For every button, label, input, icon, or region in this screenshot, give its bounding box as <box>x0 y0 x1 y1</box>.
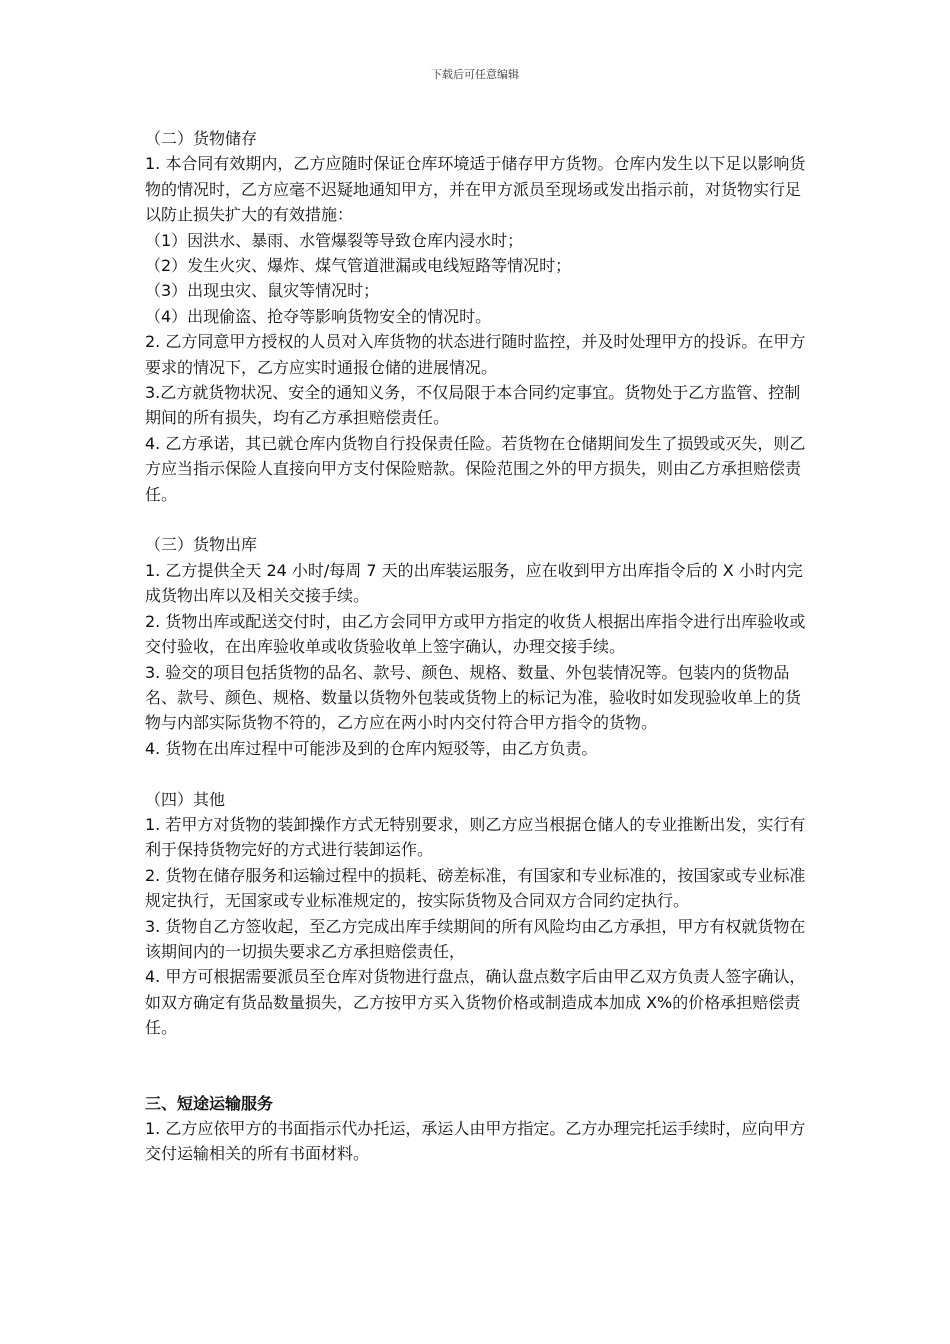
list-item: （3）出现虫灾、鼠灾等情况时； <box>145 281 380 301</box>
paragraph: 3. 货物自乙方签收起，至乙方完成出库手续期间的所有风险均由乙方承担，甲方有权就货物在该期间内的一切损失要求乙方承担赔偿责任， <box>145 916 806 961</box>
document-body <box>145 126 813 1167</box>
section-outbound <box>145 532 813 761</box>
section-short-transport <box>145 1091 813 1167</box>
list-item: （1）因洪水、暴雨、水管爆裂等导致仓库内浸水时； <box>145 230 524 250</box>
spacer <box>145 761 813 786</box>
paragraph: 3.乙方就货物状况、安全的通知义务，不仅局限于本合同约定事宜。货物处于乙方监管、控制期间的所有损失，均有乙方承担赔偿责任。 <box>145 383 801 428</box>
paragraph: 1. 若甲方对货物的装卸操作方式无特别要求，则乙方应当根据仓储人的专业推断出发，实行有利于保持货物完好的方式进行装卸运作。 <box>145 814 806 860</box>
paragraph: 3. 验交的项目包括货物的品名、款号、颜色、规格、数量、外包装情况等。包装内的货物品名、款号、颜色、规格、数量以货物外包装或货物上的标记为准，验收时如发现验收单上的货物与内部实际货物不符的，乙方应在两小时内交付符合甲方指令的货物。 <box>145 662 802 733</box>
list-item: （2）发生火灾、爆炸、煤气管道泄漏或电线短路等情况时； <box>145 256 572 276</box>
section-other <box>145 787 813 1041</box>
paragraph: 2. 货物在储存服务和运输过程中的损耗、磅差标准，有国家和专业标准的，按国家或专业标准规定执行，无国家或专业标准规定的，按实际货物及合同双方合同约定执行。 <box>145 865 806 911</box>
section-title: （三）货物出库 <box>145 535 258 555</box>
paragraph: 4. 甲方可根据需要派员至仓库对货物进行盘点，确认盘点数字后由甲乙双方负责人签字确认，如双方确定有货品数量损失，乙方按甲方买入货物价格或制造成本加成 X%的价格承担赔偿责任。 <box>145 967 806 1038</box>
section-title: （四）其他 <box>145 789 226 809</box>
paragraph: 1. 乙方应依甲方的书面指示代办托运，承运人由甲方指定。乙方办理完托运手续时，应向甲方交付运输相关的所有书面材料。 <box>145 1119 806 1164</box>
paragraph: 2. 货物出库或配送交付时，由乙方会同甲方或甲方指定的收货人根据出库指令进行出库验收或交付验收，在出库验收单或收货验收单上签字确认，办理交接手续。 <box>145 611 806 657</box>
paragraph: 4. 乙方承诺，其已就仓库内货物自行投保责任险。若货物在仓储期间发生了损毁或灭失，则乙方应当指示保险人直接向甲方支付保险赔款。保险范围之外的甲方损失，则由乙方承担赔偿责任。 <box>145 433 806 504</box>
section-title: （二）货物储存 <box>145 129 258 148</box>
paragraph: 4. 货物在出库过程中可能涉及到的仓库内短驳等，由乙方负责。 <box>145 738 598 758</box>
spacer <box>145 1041 813 1091</box>
section-storage <box>145 126 813 507</box>
list-item: （4）出现偷盗、抢夺等影响货物安全的情况时。 <box>145 306 492 326</box>
page-header: 下载后可任意编辑 <box>431 68 519 81</box>
spacer <box>145 507 813 532</box>
part-heading: 三、短途运输服务 <box>145 1093 274 1113</box>
paragraph: 1. 乙方提供全天 24 小时/每周 7 天的出库装运服务，应在收到甲方出库指令后的 X 小时内完成货物出库以及相关交接手续。 <box>145 560 803 606</box>
paragraph: 2. 乙方同意甲方授权的人员对入库货物的状态进行随时监控，并及时处理甲方的投诉。在甲方要求的情况下，乙方应实时通报仓储的进展情况。 <box>145 332 806 377</box>
paragraph: 1. 本合同有效期内，乙方应随时保证仓库环境适于储存甲方货物。仓库内发生以下足以影响货物的情况时，乙方应毫不迟疑地通知甲方，并在甲方派员至现场或发出指示前，对货物实行足以防止损失扩大的有效措施： <box>145 154 806 225</box>
